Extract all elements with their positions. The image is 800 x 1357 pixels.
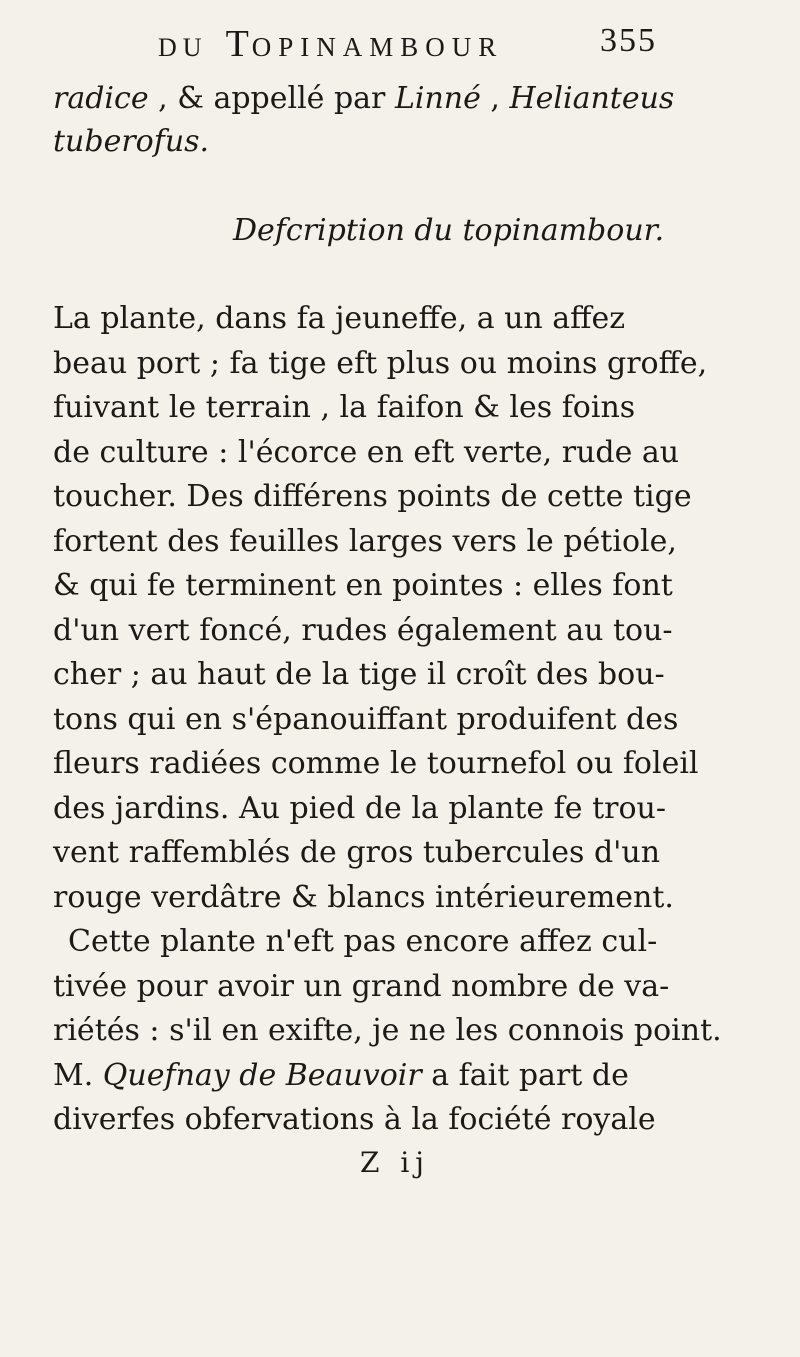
body-line: d'un vert foncé, rudes également au tou- bbox=[53, 613, 673, 648]
body-line: cher ; au haut de la tige il croît des bou- bbox=[53, 657, 665, 692]
body-line: tivée pour avoir un grand nombre de va- bbox=[53, 969, 670, 1004]
body-line: Cette plante n'eft pas encore affez cul- bbox=[68, 924, 658, 959]
running-header bbox=[0, 22, 800, 72]
running-title bbox=[158, 22, 503, 66]
body-line: beau port ; fa tige eft plus ou moins groffe, bbox=[53, 346, 708, 381]
name-linne: Linné bbox=[394, 81, 481, 116]
body-line: fuivant le terrain , la faifon & les foins bbox=[53, 390, 636, 425]
body-line: fleurs radiées comme le tournefol ou foleil bbox=[53, 746, 699, 781]
name-quefnay-de-beauvoir: Quefnay de Beauvoir bbox=[102, 1058, 422, 1093]
body-line: & qui fe terminent en pointes : elles font bbox=[53, 568, 673, 603]
opening-line-1 bbox=[53, 82, 674, 116]
body-line: des jardins. Au pied de la plante fe trou- bbox=[53, 791, 666, 826]
running-title-rest: OPINAMBOUR bbox=[251, 32, 504, 62]
body-line: tons qui en s'épanouiffant produifent des bbox=[53, 702, 679, 737]
body-line-citation bbox=[53, 1059, 629, 1093]
opening-line-2: tuberofus. bbox=[53, 124, 210, 159]
latin-word-radice: radice bbox=[53, 81, 149, 116]
citation-start: M. bbox=[53, 1058, 103, 1093]
opening-line-1-mid: , & appellé par bbox=[148, 81, 395, 116]
running-title-prefix: DU bbox=[158, 33, 208, 62]
body-line: riétés : s'il en exifte, je ne les connois point. bbox=[53, 1013, 722, 1048]
section-title: Defcription du topinambour. bbox=[233, 213, 665, 248]
signature-mark: Z ij bbox=[360, 1146, 430, 1179]
body-line: de culture : l'écorce en eft verte, rude au bbox=[53, 435, 680, 470]
body-line: vent raffemblés de gros tubercules d'un bbox=[53, 835, 661, 870]
body-line: rouge verdâtre & blancs intérieurement. bbox=[53, 880, 674, 915]
latin-word-helianteus: Helianteus bbox=[509, 81, 675, 116]
page-number: 355 bbox=[600, 22, 657, 59]
body-line: La plante, dans fa jeuneffe, a un affez bbox=[53, 301, 626, 336]
body-line: toucher. Des différens points de cette tige bbox=[53, 479, 692, 514]
running-title-initial: T bbox=[225, 23, 252, 65]
body-line: fortent des feuilles larges vers le pétiole, bbox=[53, 524, 677, 559]
body-line: diverfes obfervations à la fociété royale bbox=[53, 1102, 656, 1137]
opening-line-1-comma: , bbox=[480, 81, 510, 116]
citation-end: a fait part de bbox=[421, 1058, 629, 1093]
